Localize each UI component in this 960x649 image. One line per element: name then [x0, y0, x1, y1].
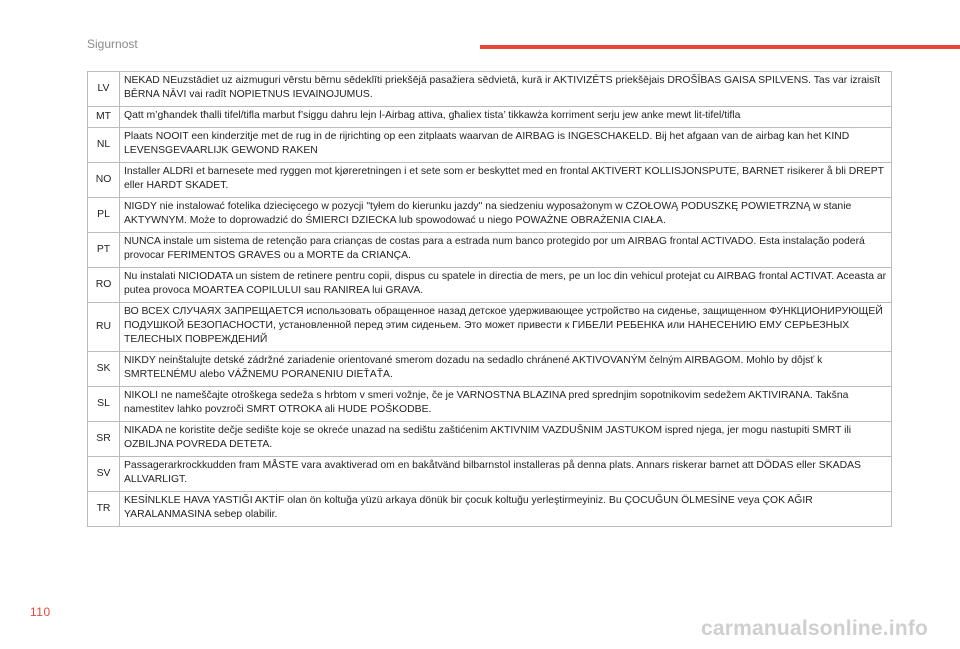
language-code: PL [88, 198, 120, 233]
table-row [88, 268, 892, 303]
watermark: carmanualsonline.info [701, 617, 929, 640]
warning-text: Nu instalati NICIODATA un sistem de retinere pentru copii, dispus cu spatele in directia de mers, pe un loc din vehicul protejat cu AIRBAG frontal ACTIVAT. Aceasta ar putea provoca MOARTEA COPILULUI sau RANIREA lui GRAVA. [120, 268, 892, 303]
table-row [88, 352, 892, 387]
table-row [88, 387, 892, 422]
airbag-warning-table [87, 71, 892, 527]
table-row [88, 107, 892, 128]
warning-text: Passagerarkrockkudden fram MÅSTE vara avaktiverad om en bakåtvänd bilbarnstol installeras på denna plats. Annars riskerar barnet att DÖDAS eller SKADAS ALLVARLIGT. [120, 457, 892, 492]
language-code: TR [88, 492, 120, 527]
language-code: PT [88, 233, 120, 268]
table-row [88, 492, 892, 527]
table-row [88, 198, 892, 233]
language-code: SK [88, 352, 120, 387]
language-code: SL [88, 387, 120, 422]
warning-text: NIKOLI ne nameščajte otroškega sedeža s hrbtom v smeri vožnje, če je VARNOSTNA BLAZINA pred sprednjim sopotnikovim sedežem AKTIVIRANA. Takšna namestitev lahko povzroči SMRT OTROKA ali HUDE POŠKODBE. [120, 387, 892, 422]
warning-text: NIKADA ne koristite dečje sedište koje se okreće unazad na sedištu zaštićenim AKTIVNIM VAZDUŠNIM JASTUKOM ispred njega, jer mogu nastupiti SMRT ili OZBILJNA POVREDA DETETA. [120, 422, 892, 457]
warning-text: NEKAD NEuzstādiet uz aizmuguri vērstu bērnu sēdeklīti priekšējā pasažiera sēdvietā, kurā ir AKTIVIZĒTS priekšējais DROŠĪBAS GAISA SPILVENS. Tas var izraisīt BĒRNA NĀVI vai radīt NOPIETNUS IEVAINOJUMUS. [120, 72, 892, 107]
table-row [88, 72, 892, 107]
warning-text: Installer ALDRI et barnesete med ryggen mot kjøreretningen i et sete som er beskyttet med en frontal AKTIVERT KOLLISJONSPUTE, BARNET risikerer å bli DREPT eller HARDT SKADET. [120, 163, 892, 198]
warning-text: NIGDY nie instalować fotelika dziecięcego w pozycji "tyłem do kierunku jazdy" na siedzeniu wyposażonym w CZOŁOWĄ PODUSZKĘ POWIETRZNĄ w stanie AKTYWNYM. Może to doprowadzić do ŚMIERCI DZIECKA lub spowodować u niego POWAŻNE OBRAŻENIA CIAŁA. [120, 198, 892, 233]
warning-text: KESİNLKLE HAVA YASTIĞI AKTİF olan ön koltuğa yüzü arkaya dönük bir çocuk koltuğu yerleştirmeyiniz. Bu ÇOCUĞUN ÖLMESİNE veya ÇOK AĞIR YARALANMASINA sebep olabilir. [120, 492, 892, 527]
table-row [88, 233, 892, 268]
table-row [88, 457, 892, 492]
warning-text: NIKDY neinštalujte detské zádržné zariadenie orientované smerom dozadu na sedadlo chránené AKTIVOVANÝM čelným AIRBAGOM. Mohlo by dôjsť k SMRTEĽNÉMU alebo VÁŽNEMU PORANENIU DIEŤAŤA. [120, 352, 892, 387]
language-code: RU [88, 303, 120, 352]
page-number: 110 [30, 605, 51, 619]
language-code: NL [88, 128, 120, 163]
warning-text: ВО ВСЕХ СЛУЧАЯХ ЗАПРЕЩАЕТСЯ использовать обращенное назад детское удерживающее устройство на сиденье, защищенном ФУНКЦИОНИРУЮЩЕЙ ПОДУШКОЙ БЕЗОПАСНОСТИ, установленной перед этим сиденьем. Это может привести к ГИБЕЛИ РЕБЕНКА или НАНЕСЕНИЮ ЕМУ СЕРЬЕЗНЫХ ТЕЛЕСНЫХ ПОВРЕЖДЕНИЙ [120, 303, 892, 352]
warning-text: Qatt m’għandek tħalli tifel/tifla marbut f’siggu dahru lejn l-Airbag attiva, għaliex tista’ tikkawża korriment serju jew anke mewt lit-tifel/tifla [120, 107, 892, 128]
warning-text: NUNCA instale um sistema de retenção para crianças de costas para a estrada num banco protegido por um AIRBAG frontal ACTIVADO. Esta instalação poderá provocar FERIMENTOS GRAVES ou a MORTE da CRIANÇA. [120, 233, 892, 268]
language-code: MT [88, 107, 120, 128]
language-code: SV [88, 457, 120, 492]
language-code: SR [88, 422, 120, 457]
table-row [88, 422, 892, 457]
language-code: LV [88, 72, 120, 107]
section-title: Sigurnost [87, 37, 138, 51]
language-code: NO [88, 163, 120, 198]
warning-text: Plaats NOOIT een kinderzitje met de rug in de rijrichting op een zitplaats waarvan de AIRBAG is INGESCHAKELD. Bij het afgaan van de airbag kan het KIND LEVENSGEVAARLIJK GEWOND RAKEN [120, 128, 892, 163]
table-row [88, 128, 892, 163]
accent-bar [480, 45, 960, 49]
language-code: RO [88, 268, 120, 303]
table-row [88, 163, 892, 198]
table-row [88, 303, 892, 352]
